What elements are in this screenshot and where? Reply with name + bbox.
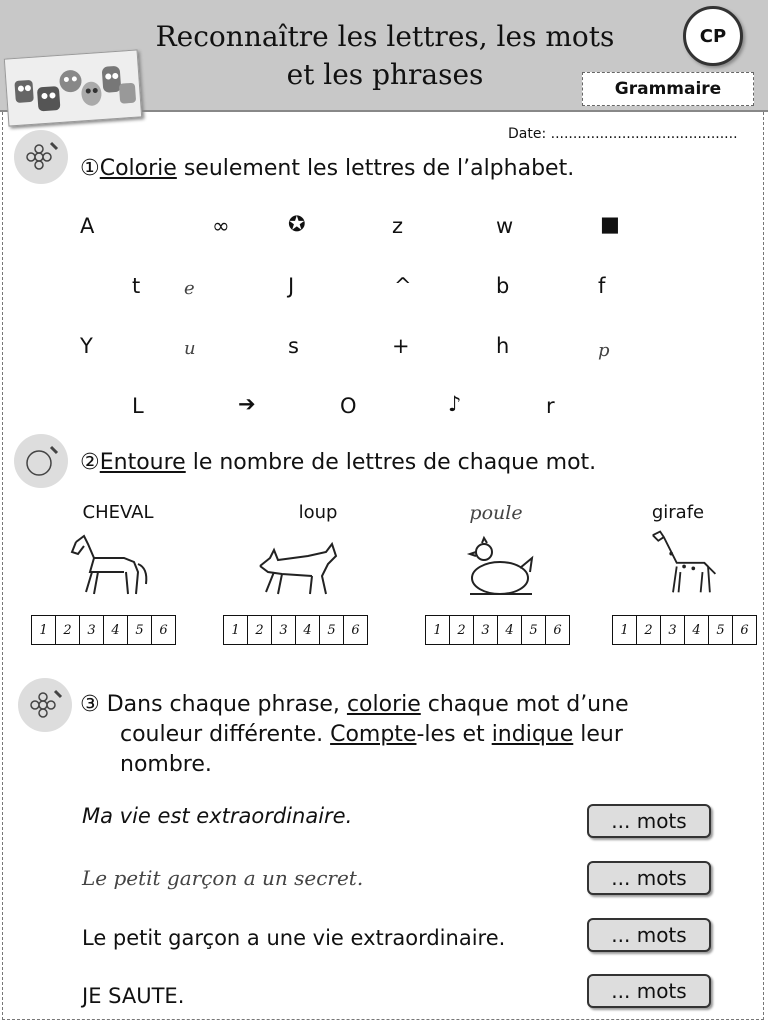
symbol[interactable]: ∞ xyxy=(212,214,230,238)
symbol[interactable]: f xyxy=(598,274,606,298)
letter-count-boxes[interactable]: 1 2 3 4 5 6 xyxy=(425,615,570,645)
level-badge: CP xyxy=(683,6,743,66)
symbol[interactable]: J xyxy=(288,274,295,298)
header-banner xyxy=(0,0,768,112)
symbol[interactable]: Y xyxy=(80,334,93,358)
letter-count-boxes[interactable]: 1 2 3 4 5 6 xyxy=(612,615,757,645)
instruction-2: ②Entoure le nombre de lettres de chaque mot. xyxy=(80,450,597,475)
instruction-1: ①Colorie seulement les lettres de l’alphabet. xyxy=(80,156,575,181)
word-count-box[interactable]: ... mots xyxy=(587,918,711,952)
sentence-2: Le petit garçon a un secret. xyxy=(82,866,364,890)
symbol[interactable]: ^ xyxy=(394,274,412,298)
symbol[interactable]: h xyxy=(496,334,510,358)
circle-pencil-icon xyxy=(14,434,68,488)
word-label: loup xyxy=(298,502,338,523)
symbol[interactable]: A xyxy=(80,214,95,238)
page-title: Reconnaître les lettres, les mots et les phrases xyxy=(155,20,615,91)
word-count-box[interactable]: ... mots xyxy=(587,804,711,838)
instruction-3: ③ Dans chaque phrase, colorie chaque mot d’une couleur différente. Compte-les et indique leur nombre. xyxy=(80,692,629,777)
monsters-illustration xyxy=(4,49,142,126)
letter-count-boxes[interactable]: 1 2 3 4 5 6 xyxy=(223,615,368,645)
symbol[interactable]: L xyxy=(132,394,144,418)
letter-count-boxes[interactable]: 1 2 3 4 5 6 xyxy=(31,615,176,645)
word-count-box[interactable]: ... mots xyxy=(587,861,711,895)
symbol[interactable]: u xyxy=(184,338,196,359)
word-count-box[interactable]: ... mots xyxy=(587,974,711,1008)
word-label: CHEVAL xyxy=(82,502,154,523)
sentence-4: JE SAUTE. xyxy=(82,984,185,1008)
symbol[interactable]: + xyxy=(392,334,410,358)
symbol[interactable]: w xyxy=(496,214,514,238)
word-label: poule xyxy=(469,502,523,524)
symbol[interactable]: ■ xyxy=(600,212,620,236)
symbol[interactable]: ♪ xyxy=(448,392,462,416)
symbol[interactable]: p xyxy=(598,340,610,361)
symbol[interactable]: r xyxy=(546,394,555,418)
subject-tag: Grammaire xyxy=(582,72,754,106)
symbol[interactable]: O xyxy=(340,394,357,418)
symbol[interactable]: ➔ xyxy=(238,392,256,416)
symbol[interactable]: z xyxy=(392,214,404,238)
giraffe-icon xyxy=(640,526,730,596)
flower-pencil-icon xyxy=(14,130,68,184)
horse-icon xyxy=(64,532,154,602)
wolf-icon xyxy=(252,534,342,604)
symbol[interactable]: t xyxy=(132,274,141,298)
word-label: girafe xyxy=(651,502,705,523)
date-field[interactable]: Date: .......................................... xyxy=(508,126,738,142)
symbol[interactable]: ✪ xyxy=(288,212,306,236)
flower-pencil-icon xyxy=(18,678,72,732)
hen-icon xyxy=(456,532,546,602)
sentence-3: Le petit garçon a une vie extraordinaire. xyxy=(82,926,506,950)
symbol[interactable]: s xyxy=(288,334,299,358)
symbol[interactable]: e xyxy=(184,278,195,299)
sentence-1: Ma vie est extraordinaire. xyxy=(82,804,353,828)
symbol[interactable]: b xyxy=(496,274,510,298)
